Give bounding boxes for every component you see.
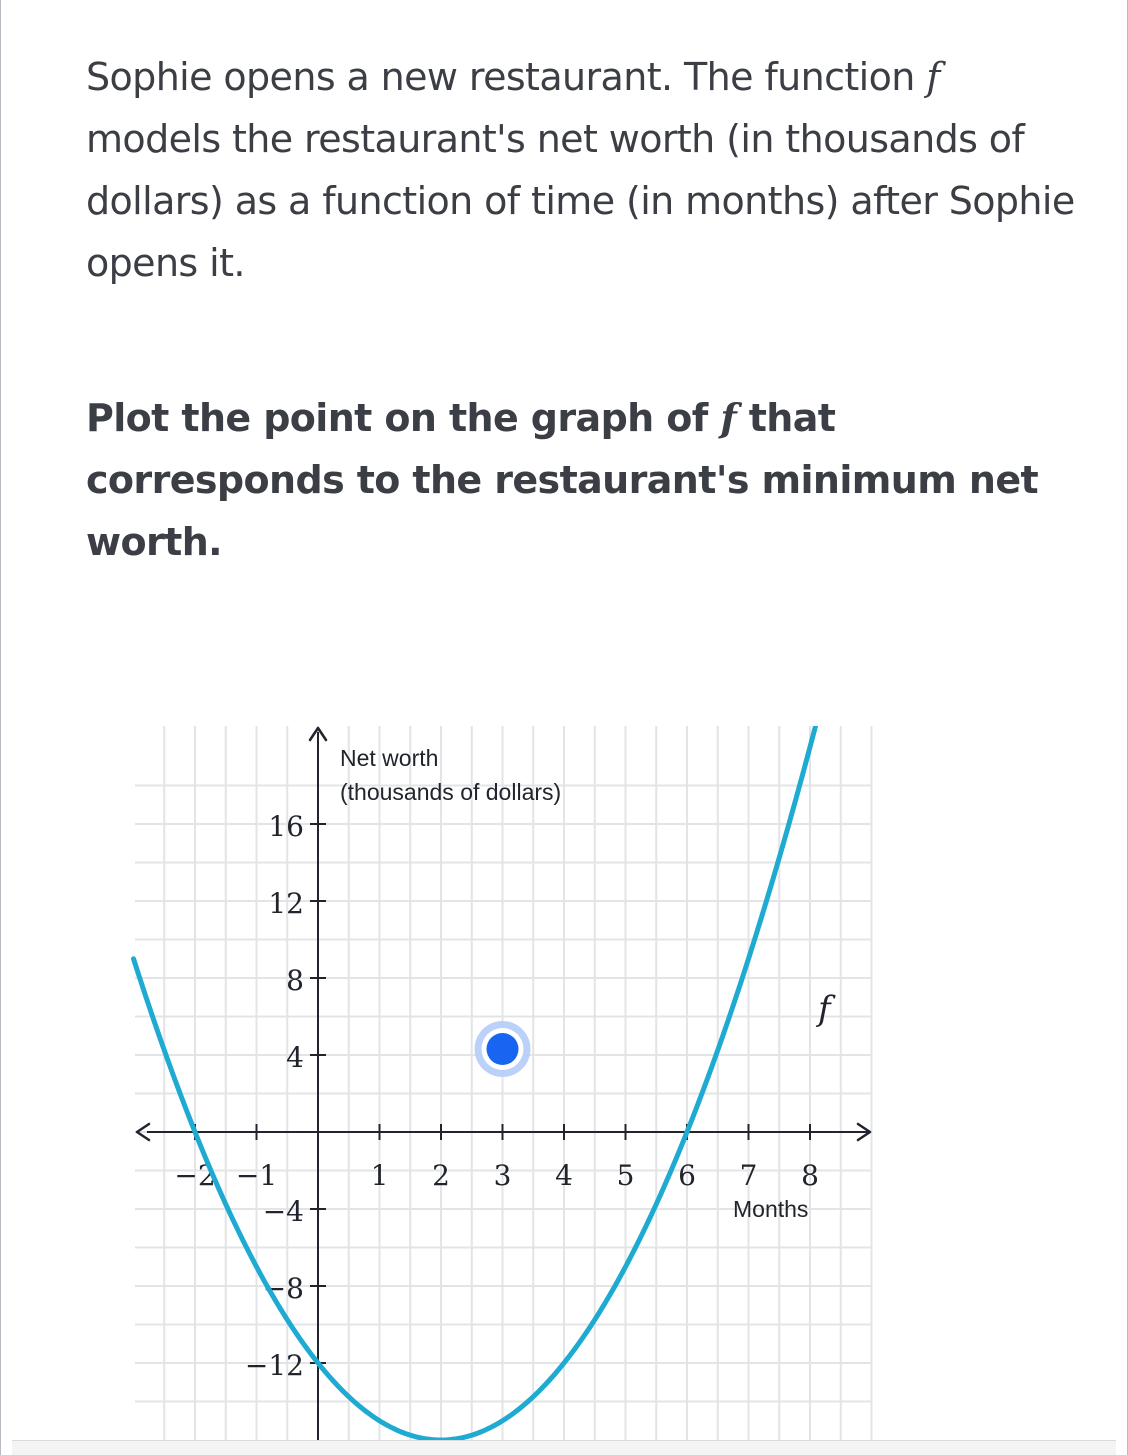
grid [135, 726, 872, 1440]
y-tick-label: 8 [286, 964, 304, 997]
question-text-part2: models the restaurant's net worth (in thousands of dollars) as a function of time (in months) after Sophie opens it. [86, 117, 1075, 285]
y-tick-label: 12 [268, 887, 304, 920]
y-tick-label: 4 [286, 1041, 304, 1074]
bottom-panel-edge [12, 1440, 1116, 1455]
question-text-part1: Sophie opens a new restaurant. The function [86, 55, 927, 99]
instruction-text-part2: that corresponds to the restaurant's minimum net worth. [86, 396, 1039, 564]
y-tick-label: −4 [262, 1195, 304, 1228]
x-tick-label: 3 [493, 1159, 512, 1192]
x-tick-label: −2 [174, 1159, 216, 1192]
y-axis-label-line2: (thousands of dollars) [340, 779, 562, 805]
y-tick-label: 16 [268, 810, 304, 843]
y-tick-label: −8 [262, 1272, 304, 1305]
movable-point[interactable] [487, 1033, 519, 1065]
x-tick-label: 7 [739, 1159, 758, 1192]
x-tick-label: 5 [616, 1159, 635, 1192]
instruction-text-part1: Plot the point on the graph of [86, 396, 721, 440]
x-tick-label: −1 [235, 1159, 278, 1192]
x-axis-label: Months [733, 1196, 809, 1222]
function-f-label: f [818, 989, 831, 1029]
x-tick-label: 1 [370, 1159, 389, 1192]
function-symbol: f [926, 55, 940, 99]
point-layer[interactable] [475, 1021, 531, 1077]
x-tick-label: 6 [678, 1159, 696, 1192]
x-tick-label: 4 [555, 1159, 573, 1192]
x-tick-label: 8 [801, 1159, 819, 1192]
y-axis-label-line1: Net worth [340, 745, 439, 771]
function-symbol-instruction: f [720, 395, 737, 440]
y-tick-label: −12 [244, 1349, 304, 1382]
x-tick-label: 2 [432, 1159, 450, 1192]
